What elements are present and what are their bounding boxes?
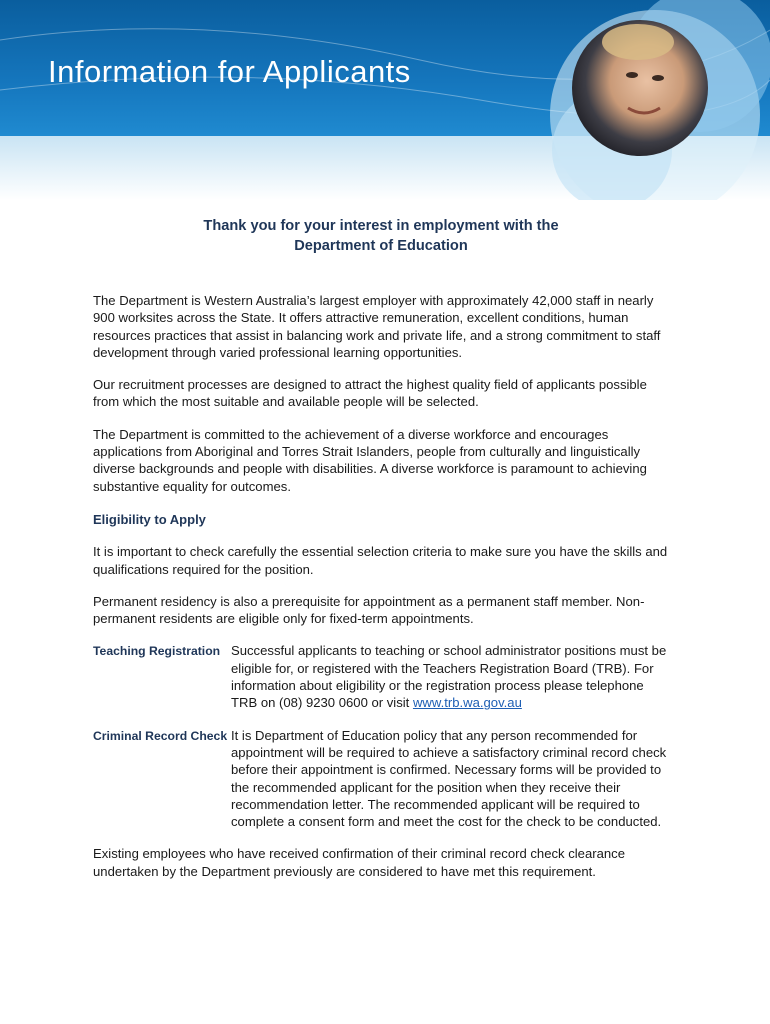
paragraph-eligibility-criteria: It is important to check carefully the essential selection criteria to make sure you have the skills and qualifications required for the position. bbox=[93, 544, 668, 577]
paragraph-recruitment: Our recruitment processes are designed to attract the highest quality field of applicants possible from which the most suitable and available people will be selected. bbox=[93, 377, 647, 410]
intro-heading bbox=[93, 216, 669, 256]
eligibility-heading: Eligibility to Apply bbox=[93, 511, 206, 527]
paragraph-diversity: The Department is committed to the achievement of a diverse workforce and encourages applications from Aboriginal and Torres Strait Islanders, people from culturally and linguistically diverse backgrounds and people with disabilities. A diverse workforce is paramount to achieving substantive equality for outcomes. bbox=[93, 426, 647, 494]
criminal-record-row bbox=[93, 727, 669, 831]
criminal-record-term: Criminal Record Check bbox=[93, 728, 228, 743]
criminal-record-text: It is Department of Education policy that any person recommended for appointment will be required to achieve a satisfactory criminal record check before their appointment is confirmed. Necessary forms will be provided to the recommended applicant for the position when they receive their recommendation letter. The recommended applicant will be required to complete a consent form and meet the cost for the check to be conducted. bbox=[231, 727, 667, 830]
paragraph-permanent-residency: Permanent residency is also a prerequisite for appointment as a permanent staff member. Non-permanent residents are eligible only for fixed-term appointments. bbox=[93, 593, 645, 627]
page-title: Information for Applicants bbox=[48, 54, 411, 89]
trb-website-link[interactable]: www.trb.wa.gov.au bbox=[412, 695, 522, 711]
paragraph-department: The Department is Western Australia’s largest employer with approximately 42,000 staff in nearly 900 worksites across the State. It offers attractive remuneration, excellent conditions, human resources practices that assist in balancing work and private life, and a strong commitment to staff development through varied professional learning opportunities. bbox=[93, 293, 661, 360]
teaching-registration-body: Successful applicants to teaching or school administrator positions must be eligible for, or registered with the Teachers Registration Board (TRB). For information about eligibility or the registration process please telephone TRB on (08) 9230 0600 or visit bbox=[231, 643, 667, 711]
intro-heading-line1: Thank you for your interest in employment with the bbox=[203, 218, 559, 234]
paragraph-existing-employees: Existing employees who have received confirmation of their criminal record check clearance undertaken by the Department previously are considered to have met this requirement. bbox=[93, 846, 625, 879]
teaching-registration-term: Teaching Registration bbox=[93, 644, 221, 659]
intro-heading-line2: Department of Education bbox=[294, 238, 468, 254]
document-body bbox=[93, 216, 669, 895]
header-banner bbox=[0, 0, 770, 200]
banner-graphic bbox=[0, 0, 770, 200]
teaching-registration-row bbox=[93, 642, 669, 711]
teaching-registration-text bbox=[231, 642, 669, 711]
